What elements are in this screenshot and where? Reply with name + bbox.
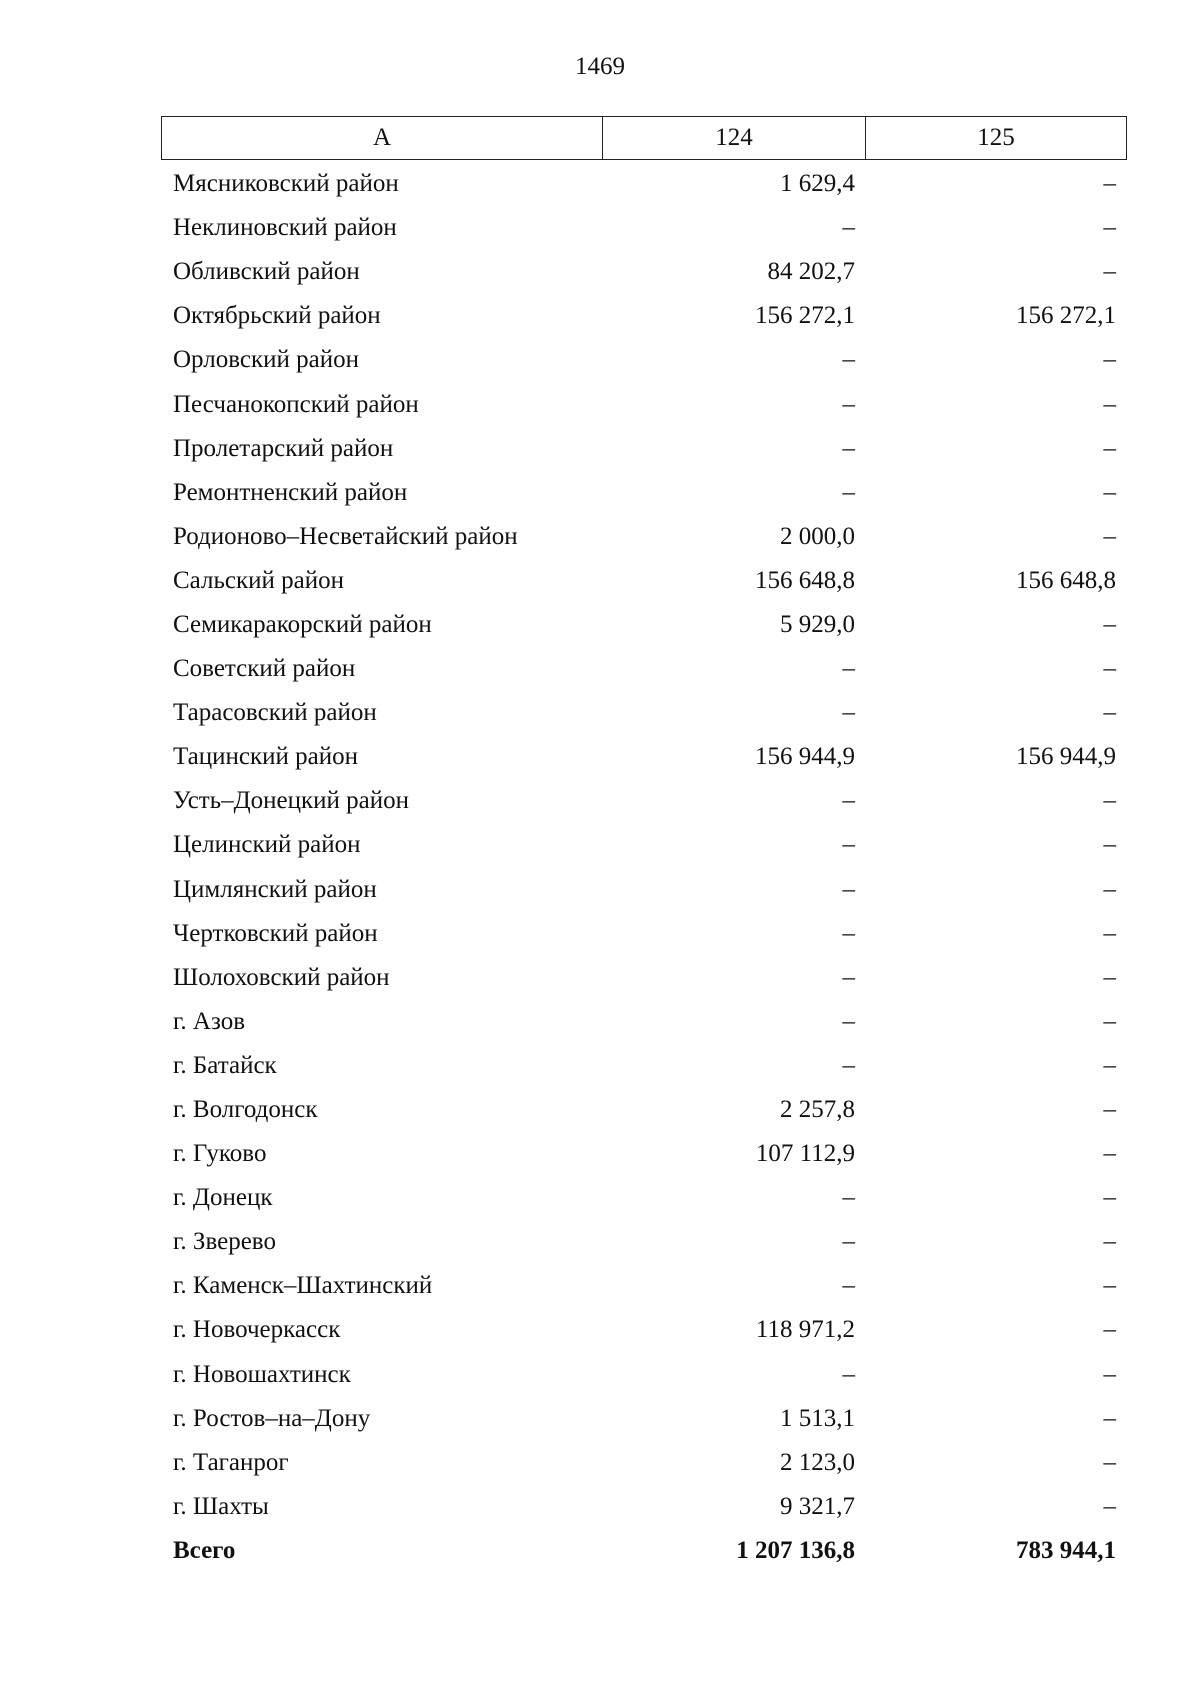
row-value-125: –	[1103, 919, 1116, 947]
row-name: г. Шахты	[173, 1492, 269, 1520]
row-name: г. Гуково	[173, 1140, 267, 1168]
table-row	[161, 868, 1127, 912]
row-value-125: –	[1103, 478, 1116, 506]
row-name: г. Таганрог	[173, 1448, 289, 1476]
row-value-124: –	[842, 963, 855, 991]
table-row	[161, 823, 1127, 867]
table-row	[161, 1264, 1127, 1308]
row-value-125: –	[1103, 1096, 1116, 1124]
row-value-125: –	[1103, 963, 1116, 991]
row-value-125: –	[1103, 610, 1116, 638]
row-name: г. Новочеркасск	[173, 1316, 341, 1344]
row-name: Орловский район	[173, 346, 359, 374]
table-row	[161, 1000, 1127, 1044]
row-name: Обливский район	[173, 258, 360, 286]
row-value-125: –	[1103, 699, 1116, 727]
row-value-124: 5 929,0	[780, 610, 855, 638]
row-name: г. Зверево	[173, 1228, 276, 1256]
table-row	[161, 382, 1127, 426]
row-name: Пролетарский район	[173, 434, 394, 462]
row-name: Чертковский район	[173, 919, 378, 947]
row-value-124: 118 971,2	[755, 1316, 855, 1344]
row-value-125: –	[1103, 1140, 1116, 1168]
table-row	[161, 735, 1127, 779]
row-value-124: –	[842, 831, 855, 859]
table-row	[161, 338, 1127, 382]
row-name: Семикаракорский район	[173, 610, 432, 638]
header-cell-125: 125	[977, 124, 1015, 151]
row-value-125: –	[1103, 1448, 1116, 1476]
table-row	[161, 1220, 1127, 1264]
row-value-124: –	[842, 1272, 855, 1300]
row-name: Октябрьский район	[173, 302, 381, 330]
table-body	[161, 162, 1127, 1573]
row-name: Шолоховский район	[173, 963, 390, 991]
row-value-124: –	[842, 1184, 855, 1212]
row-name: Песчанокопский район	[173, 390, 419, 418]
row-name: г. Батайск	[173, 1051, 277, 1079]
row-value-124: 1 629,4	[780, 170, 855, 198]
row-name: Мясниковский район	[173, 170, 399, 198]
table-header	[161, 116, 1127, 160]
row-value-124: –	[842, 875, 855, 903]
row-value-124: –	[842, 478, 855, 506]
table-row	[161, 1132, 1127, 1176]
table-row	[161, 1353, 1127, 1397]
table-row	[161, 779, 1127, 823]
row-value-125: –	[1103, 434, 1116, 462]
row-value-125: –	[1103, 1228, 1116, 1256]
table-row	[161, 603, 1127, 647]
table-row	[161, 956, 1127, 1000]
row-value-124: 2 257,8	[780, 1096, 855, 1124]
table-row	[161, 1044, 1127, 1088]
row-name: г. Донецк	[173, 1184, 273, 1212]
row-value-124: 107 112,9	[755, 1140, 855, 1168]
table-row	[161, 559, 1127, 603]
table-row	[161, 515, 1127, 559]
row-value-124: 156 272,1	[755, 302, 855, 330]
row-value-125: 156 648,8	[1016, 566, 1116, 594]
row-value-125: –	[1103, 1316, 1116, 1344]
row-value-125: –	[1103, 258, 1116, 286]
row-name: Цимлянский район	[173, 875, 377, 903]
row-name: Тацинский район	[173, 743, 358, 771]
table-row	[161, 1485, 1127, 1529]
header-cell-a: А	[162, 117, 603, 159]
row-value-124: 84 202,7	[767, 258, 855, 286]
row-value-125: –	[1103, 655, 1116, 683]
table-row	[161, 250, 1127, 294]
row-value-124: –	[842, 787, 855, 815]
row-name: г. Азов	[173, 1007, 246, 1035]
row-value-125: –	[1103, 170, 1116, 198]
row-value-124: –	[842, 1007, 855, 1035]
row-value-125: –	[1103, 787, 1116, 815]
table-row	[161, 912, 1127, 956]
table-row	[161, 1397, 1127, 1441]
total-value-125: 783 944,1	[1016, 1536, 1116, 1564]
table-row	[161, 691, 1127, 735]
row-name: г. Волгодонск	[173, 1096, 318, 1124]
row-value-124: –	[842, 655, 855, 683]
row-name: Сальский район	[173, 566, 344, 594]
row-value-124: –	[842, 699, 855, 727]
row-value-125: –	[1103, 1404, 1116, 1432]
row-name: Тарасовский район	[173, 699, 377, 727]
row-value-125: –	[1103, 1051, 1116, 1079]
row-name: г. Каменск–Шахтинский	[173, 1272, 433, 1300]
row-name: Ремонтненский район	[173, 478, 408, 506]
table-row	[161, 1441, 1127, 1485]
row-value-125: 156 272,1	[1016, 302, 1116, 330]
row-value-125: –	[1103, 1184, 1116, 1212]
row-value-124: 2 000,0	[780, 522, 855, 550]
table-row	[161, 294, 1127, 338]
row-value-125: –	[1103, 875, 1116, 903]
row-name: Неклиновский район	[173, 214, 397, 242]
row-value-124: 2 123,0	[780, 1448, 855, 1476]
row-value-125: –	[1103, 1492, 1116, 1520]
total-row	[161, 1529, 1127, 1573]
table-row	[161, 1308, 1127, 1352]
row-value-124: –	[842, 214, 855, 242]
row-name: Советский район	[173, 655, 356, 683]
header-cell-124: 124	[603, 117, 866, 159]
row-name: г. Новошахтинск	[173, 1360, 351, 1388]
table-row	[161, 471, 1127, 515]
row-value-124: –	[842, 1360, 855, 1388]
row-value-125: –	[1103, 1007, 1116, 1035]
total-value-124: 1 207 136,8	[736, 1536, 855, 1564]
row-value-124: 1 513,1	[780, 1404, 855, 1432]
row-value-125: –	[1103, 214, 1116, 242]
table-row	[161, 1088, 1127, 1132]
row-value-125: –	[1103, 346, 1116, 374]
row-name: г. Ростов–на–Дону	[173, 1404, 371, 1432]
row-value-124: –	[842, 346, 855, 374]
row-value-124: 156 944,9	[755, 743, 855, 771]
row-value-124: –	[842, 1051, 855, 1079]
row-value-125: 156 944,9	[1016, 743, 1116, 771]
table-row	[161, 206, 1127, 250]
row-value-125: –	[1103, 1272, 1116, 1300]
row-value-124: –	[842, 390, 855, 418]
row-name: Родионово–Несветайский район	[173, 522, 518, 550]
row-value-125: –	[1103, 831, 1116, 859]
row-value-124: 9 321,7	[780, 1492, 855, 1520]
total-label: Всего	[173, 1536, 236, 1564]
row-value-124: –	[842, 919, 855, 947]
table-row	[161, 1176, 1127, 1220]
row-value-124: –	[842, 1228, 855, 1256]
table-row	[161, 427, 1127, 471]
table-row	[161, 647, 1127, 691]
row-name: Усть–Донецкий район	[173, 787, 410, 815]
row-value-125: –	[1103, 1360, 1116, 1388]
row-name: Целинский район	[173, 831, 361, 859]
page-number: 1469	[575, 53, 625, 80]
row-value-124: 156 648,8	[755, 566, 855, 594]
row-value-125: –	[1103, 390, 1116, 418]
table-row	[161, 162, 1127, 206]
row-value-125: –	[1103, 522, 1116, 550]
row-value-124: –	[842, 434, 855, 462]
